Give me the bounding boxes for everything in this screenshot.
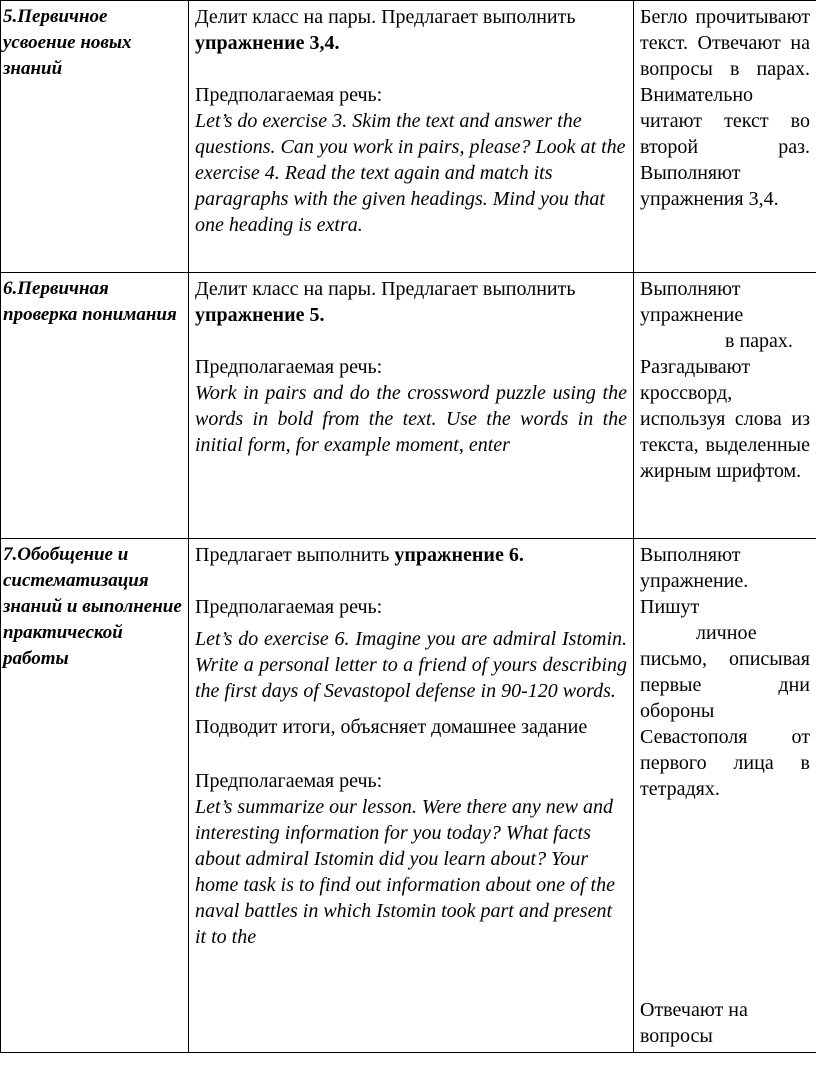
teacher-activity-cell xyxy=(189,539,634,1053)
teacher-activity-cell xyxy=(189,273,634,539)
student-activity-text: письмо, описывая первые дни обороны Севастополя от первого лица в тетрадях. xyxy=(640,648,810,800)
student-activity-text: Бегло прочитывают текст. Отвечают на вопросы в парах. Внимательно читают текст во второй раз. Выполняют упражнения 3,4. xyxy=(640,6,810,210)
stage-cell xyxy=(1,273,189,539)
expected-speech: Let’s do exercise 6. Imagine you are admiral Istomin. Write a personal letter to a friend of yours describing the first days of Sevastopol defense in 90-120 words. xyxy=(195,628,627,702)
table-row xyxy=(1,273,816,539)
student-activity-cell xyxy=(634,273,816,539)
student-activity-text: Выполняют упражнение xyxy=(640,278,744,326)
expected-speech: Work in pairs and do the crossword puzzle using the words in bold from the text. Use the words in the initial form, for example moment, enter xyxy=(195,382,627,456)
speech-label: Предполагаемая речь: xyxy=(195,596,383,618)
instruction-text: Делит класс на пары. Предлагает выполнить xyxy=(195,278,576,300)
student-activity-text: Разгадывают кроссворд, используя слова из текста, выделенные жирным шрифтом. xyxy=(640,356,810,482)
teacher-instruction xyxy=(195,542,627,568)
instruction-text: Делит класс на пары. Предлагает выполнить xyxy=(195,6,576,28)
student-activity-text: в парах. xyxy=(725,330,793,352)
student-activity-text: Выполняют упражнение. xyxy=(640,544,749,592)
table-row xyxy=(1,1,816,273)
exercise-reference: упражнение 3,4. xyxy=(195,32,340,54)
instruction-text: Предлагает выполнить xyxy=(195,544,395,566)
stage-label: 7.Обобщение и систематизация знаний и выполнение практической работы xyxy=(3,544,182,669)
stage-label: 5.Первичное усвоение новых знаний xyxy=(3,6,132,79)
stage-cell xyxy=(1,539,189,1053)
exercise-reference: упражнение 5. xyxy=(195,304,325,326)
speech-label: Предполагаемая речь: xyxy=(195,770,383,792)
student-activity-cell xyxy=(634,539,816,1053)
student-activity-cell xyxy=(634,1,816,273)
teacher-instruction xyxy=(195,276,627,328)
exercise-reference: упражнение 6. xyxy=(394,544,524,566)
speech-label: Предполагаемая речь: xyxy=(195,84,383,106)
stage-cell xyxy=(1,1,189,273)
expected-speech: Let’s summarize our lesson. Were there any new and interesting information for you today? What facts about admiral Istomin did you learn about? Your home task is to find out information about one of the naval battles in which Istomin took part and present it to the xyxy=(195,796,615,948)
teacher-instruction xyxy=(195,4,627,56)
expected-speech: Let’s do exercise 3. Skim the text and answer the questions. Can you work in pairs, please? Look at the exercise 4. Read the text again and match its paragraphs with the given headings. Mind you that one heading is extra. xyxy=(195,110,626,236)
student-activity-text: Отвечают на вопросы xyxy=(640,999,748,1047)
student-activity-text: личное xyxy=(696,622,757,644)
stage-label: 6.Первичная проверка понимания xyxy=(3,278,177,325)
speech-label: Предполагаемая речь: xyxy=(195,356,383,378)
table-row xyxy=(1,539,816,1053)
summary-instruction: Подводит итоги, объясняет домашнее задание xyxy=(195,716,588,738)
teacher-activity-cell xyxy=(189,1,634,273)
student-activity-text: Пишут xyxy=(640,596,700,618)
